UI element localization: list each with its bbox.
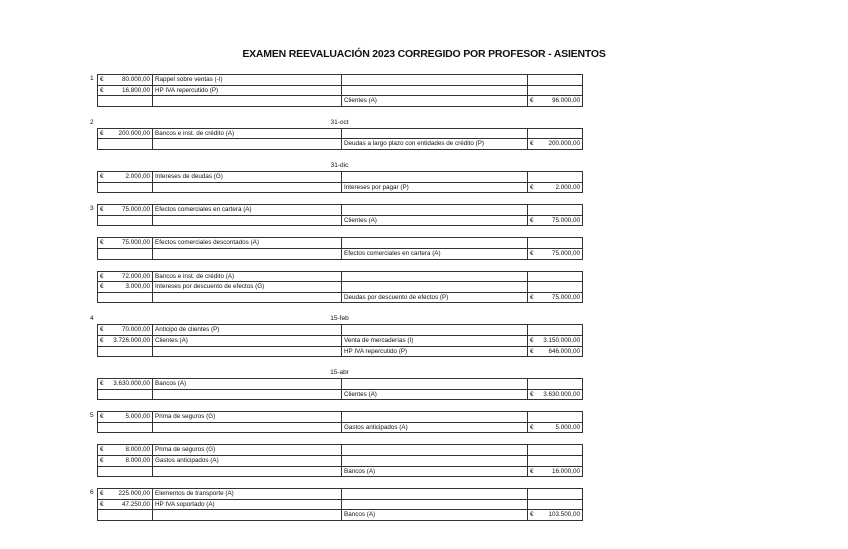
debit-amount xyxy=(98,456,153,467)
table-row xyxy=(98,510,583,521)
debit-account: Gastos anticipados (A) xyxy=(153,456,342,467)
debit-amount xyxy=(98,75,153,86)
debit-amount xyxy=(98,379,153,390)
euro-symbol: € xyxy=(100,239,104,247)
debit-amount xyxy=(98,282,153,293)
debit-account: Bancos (A) xyxy=(153,379,342,390)
entry-table xyxy=(97,378,583,400)
euro-symbol: € xyxy=(100,490,104,498)
credit-amount-value: 3.150.000,00 xyxy=(543,336,580,344)
entry-table xyxy=(97,488,583,521)
debit-amount xyxy=(98,96,153,107)
credit-amount xyxy=(528,271,583,282)
euro-symbol: € xyxy=(100,86,104,94)
journal-entry xyxy=(97,444,582,477)
debit-account xyxy=(153,422,342,433)
credit-amount xyxy=(528,456,583,467)
debit-amount xyxy=(98,412,153,423)
journal-entry xyxy=(97,171,582,193)
euro-symbol: € xyxy=(100,272,104,280)
debit-account: Bancos e inst. de crédito (A) xyxy=(153,128,342,139)
credit-amount xyxy=(528,389,583,400)
debit-amount xyxy=(98,205,153,216)
table-row xyxy=(98,85,583,96)
table-row xyxy=(98,128,583,139)
credit-amount-value: 646.000,00 xyxy=(548,347,580,355)
debit-account: Rappel sobre ventas (-I) xyxy=(153,75,342,86)
credit-account xyxy=(342,238,528,249)
credit-amount-value: 75.000,00 xyxy=(551,249,580,257)
credit-account xyxy=(342,85,528,96)
journal-entry xyxy=(97,378,582,400)
credit-amount xyxy=(528,499,583,510)
credit-amount-value: 2.000,00 xyxy=(555,183,580,191)
debit-account: Intereses de deudas (G) xyxy=(153,171,342,182)
credit-amount xyxy=(528,335,583,346)
euro-symbol: € xyxy=(530,140,534,148)
credit-amount-value: 103.500,00 xyxy=(548,511,580,519)
euro-symbol: € xyxy=(100,283,104,291)
credit-amount-value: 96.000,00 xyxy=(551,97,580,105)
credit-account: Deudas por descuento de efectos (P) xyxy=(342,292,528,303)
debit-account xyxy=(153,510,342,521)
entry-table xyxy=(97,411,583,433)
page-title: EXAMEN REEVALUACIÓN 2023 CORREGIDO POR PROFESOR - ASIENTOS xyxy=(242,48,606,60)
debit-amount xyxy=(98,489,153,500)
credit-account: Bancos (A) xyxy=(342,466,528,477)
credit-amount xyxy=(528,75,583,86)
euro-symbol: € xyxy=(530,423,534,431)
debit-amount xyxy=(98,466,153,477)
credit-account: Efectos comerciales en cartera (A) xyxy=(342,248,528,259)
debit-amount xyxy=(98,139,153,150)
debit-account xyxy=(153,139,342,150)
debit-amount xyxy=(98,85,153,96)
journal-entry xyxy=(90,488,582,521)
entry-table xyxy=(97,204,583,226)
debit-account xyxy=(153,182,342,193)
journal-entry xyxy=(90,204,582,226)
euro-symbol: € xyxy=(100,500,104,508)
entry-number: 4 xyxy=(90,315,94,323)
euro-symbol: € xyxy=(100,129,104,137)
euro-symbol: € xyxy=(100,206,104,214)
debit-amount-value: 72.000,00 xyxy=(121,272,150,280)
table-row xyxy=(98,205,583,216)
entry-number: 5 xyxy=(90,412,94,420)
credit-amount xyxy=(528,215,583,226)
table-row xyxy=(98,248,583,259)
entry-table xyxy=(97,237,583,259)
credit-amount xyxy=(528,292,583,303)
credit-amount xyxy=(528,466,583,477)
entry-number: 6 xyxy=(90,489,94,497)
euro-symbol: € xyxy=(530,347,534,355)
credit-account: Clientes (A) xyxy=(342,389,528,400)
debit-amount xyxy=(98,248,153,259)
entry-table xyxy=(97,444,583,477)
table-row xyxy=(98,238,583,249)
euro-symbol: € xyxy=(100,413,104,421)
credit-amount xyxy=(528,85,583,96)
credit-amount-value: 75.000,00 xyxy=(551,216,580,224)
entry-date xyxy=(97,367,582,378)
debit-account: Efectos comerciales descontados (A) xyxy=(153,238,342,249)
table-row xyxy=(98,96,583,107)
credit-account: Clientes (A) xyxy=(342,96,528,107)
debit-amount xyxy=(98,325,153,336)
credit-amount xyxy=(528,238,583,249)
credit-account xyxy=(342,128,528,139)
table-row xyxy=(98,182,583,193)
debit-amount-value: 80.000,00 xyxy=(121,76,150,83)
euro-symbol: € xyxy=(100,380,104,388)
journal-entries xyxy=(90,74,582,521)
credit-amount-value: 75.000,00 xyxy=(551,293,580,301)
credit-account: Deudas a largo plazo con entidades de crédito (P) xyxy=(342,139,528,150)
debit-amount xyxy=(98,215,153,226)
debit-amount xyxy=(98,128,153,139)
debit-account: Prima de seguros (G) xyxy=(153,412,342,423)
entry-table xyxy=(97,171,583,193)
credit-amount xyxy=(528,171,583,182)
euro-symbol: € xyxy=(530,293,534,301)
debit-account xyxy=(153,389,342,400)
credit-amount xyxy=(528,445,583,456)
debit-amount xyxy=(98,238,153,249)
debit-amount-value: 3.726.000,00 xyxy=(113,336,150,344)
credit-amount-value: 3.630.000,00 xyxy=(543,390,580,398)
credit-account xyxy=(342,412,528,423)
debit-amount-value: 225.000,00 xyxy=(118,490,150,498)
table-row xyxy=(98,346,583,357)
credit-account: Gastos anticipados (A) xyxy=(342,422,528,433)
entry-date-text: 31-oct xyxy=(330,118,349,126)
credit-account xyxy=(342,271,528,282)
euro-symbol: € xyxy=(100,326,104,334)
debit-amount-value: 75.000,00 xyxy=(121,206,150,214)
euro-symbol: € xyxy=(100,336,104,344)
table-row xyxy=(98,335,583,346)
debit-amount-value: 75.000,00 xyxy=(121,239,150,247)
credit-account xyxy=(342,75,528,86)
table-row xyxy=(98,445,583,456)
credit-amount xyxy=(528,282,583,293)
debit-account: Clientes (A) xyxy=(153,335,342,346)
table-row xyxy=(98,389,583,400)
euro-symbol: € xyxy=(100,457,104,465)
euro-symbol: € xyxy=(530,511,534,519)
credit-account xyxy=(342,325,528,336)
journal-entry xyxy=(97,237,582,259)
debit-amount xyxy=(98,335,153,346)
entry-number: 2 xyxy=(90,118,94,126)
credit-amount xyxy=(528,412,583,423)
euro-symbol: € xyxy=(530,336,534,344)
entry-date xyxy=(90,117,582,128)
euro-symbol: € xyxy=(530,97,534,105)
debit-account: Intereses por descuento de efectos (G) xyxy=(153,282,342,293)
debit-account: Anticipo de clientes (P) xyxy=(153,325,342,336)
debit-amount xyxy=(98,271,153,282)
euro-symbol: € xyxy=(100,446,104,454)
debit-amount xyxy=(98,422,153,433)
credit-account: Intereses por pagar (P) xyxy=(342,182,528,193)
debit-account xyxy=(153,96,342,107)
euro-symbol: € xyxy=(530,183,534,191)
debit-amount-value: 47.250,00 xyxy=(121,500,150,508)
credit-amount xyxy=(528,379,583,390)
debit-amount xyxy=(98,292,153,303)
table-row xyxy=(98,499,583,510)
debit-account: Efectos comerciales en cartera (A) xyxy=(153,205,342,216)
credit-account xyxy=(342,205,528,216)
debit-amount xyxy=(98,389,153,400)
table-row xyxy=(98,325,583,336)
euro-symbol: € xyxy=(530,249,534,257)
credit-account xyxy=(342,171,528,182)
entry-date-text: 15-abr xyxy=(330,369,349,377)
debit-amount-value: 2.000,00 xyxy=(125,172,150,180)
debit-amount xyxy=(98,499,153,510)
debit-amount xyxy=(98,182,153,193)
entry-table xyxy=(97,74,583,107)
debit-account xyxy=(153,346,342,357)
journal-entry xyxy=(97,128,582,150)
debit-account: HP IVA repercutido (P) xyxy=(153,85,342,96)
table-row xyxy=(98,379,583,390)
table-row xyxy=(98,456,583,467)
credit-amount xyxy=(528,325,583,336)
entry-number: 3 xyxy=(90,205,94,213)
entry-date xyxy=(97,160,582,171)
journal-entry xyxy=(97,324,582,357)
table-row xyxy=(98,282,583,293)
debit-amount xyxy=(98,510,153,521)
credit-account: Venta de mercaderías (I) xyxy=(342,335,528,346)
debit-account xyxy=(153,292,342,303)
credit-amount xyxy=(528,510,583,521)
euro-symbol: € xyxy=(530,467,534,475)
entry-date-text: 31-dic xyxy=(330,161,349,169)
debit-amount-value: 8.000,00 xyxy=(125,457,150,465)
entry-table xyxy=(97,324,583,357)
entry-table xyxy=(97,128,583,150)
debit-amount xyxy=(98,445,153,456)
debit-account: Elementos de transporte (A) xyxy=(153,489,342,500)
credit-account: Bancos (A) xyxy=(342,510,528,521)
credit-amount xyxy=(528,96,583,107)
credit-amount xyxy=(528,248,583,259)
table-row xyxy=(98,75,583,86)
table-row xyxy=(98,412,583,423)
debit-amount-value: 16.800,00 xyxy=(121,86,150,94)
entry-date-text: 15-feb xyxy=(330,315,349,323)
table-row xyxy=(98,171,583,182)
credit-account: Clientes (A) xyxy=(342,215,528,226)
debit-amount xyxy=(98,171,153,182)
credit-account xyxy=(342,456,528,467)
debit-amount-value: 3.630.000,00 xyxy=(113,380,150,388)
euro-symbol: € xyxy=(530,216,534,224)
journal-entry xyxy=(90,74,582,107)
journal-entry xyxy=(90,411,582,433)
entry-number: 1 xyxy=(90,75,94,82)
table-row xyxy=(98,489,583,500)
credit-amount xyxy=(528,128,583,139)
debit-amount-value: 3.000,00 xyxy=(125,283,150,291)
credit-account xyxy=(342,445,528,456)
debit-account xyxy=(153,248,342,259)
table-row xyxy=(98,422,583,433)
credit-account xyxy=(342,499,528,510)
debit-account: Bancos e inst. de crédito (A) xyxy=(153,271,342,282)
debit-amount-value: 70.000,00 xyxy=(121,326,150,334)
euro-symbol: € xyxy=(100,172,104,180)
euro-symbol: € xyxy=(100,76,104,83)
credit-account xyxy=(342,489,528,500)
credit-account: HP IVA repercutido (P) xyxy=(342,346,528,357)
journal-entry xyxy=(97,271,582,304)
debit-amount-value: 8.000,00 xyxy=(125,446,150,454)
credit-amount xyxy=(528,346,583,357)
table-row xyxy=(98,292,583,303)
table-row xyxy=(98,215,583,226)
credit-amount xyxy=(528,182,583,193)
credit-amount-value: 5.000,00 xyxy=(555,423,580,431)
credit-amount xyxy=(528,422,583,433)
debit-account: Prima de seguros (G) xyxy=(153,445,342,456)
debit-account xyxy=(153,466,342,477)
credit-account xyxy=(342,379,528,390)
debit-amount-value: 200.000,00 xyxy=(118,129,150,137)
debit-amount-value: 5.000,00 xyxy=(125,413,150,421)
entry-date xyxy=(90,313,582,324)
credit-amount xyxy=(528,489,583,500)
debit-amount xyxy=(98,346,153,357)
table-row xyxy=(98,466,583,477)
table-row xyxy=(98,139,583,150)
debit-account xyxy=(153,215,342,226)
entry-table xyxy=(97,271,583,304)
table-row xyxy=(98,271,583,282)
credit-amount-value: 16.000,00 xyxy=(551,467,580,475)
credit-amount xyxy=(528,139,583,150)
credit-amount xyxy=(528,205,583,216)
credit-account xyxy=(342,282,528,293)
debit-account: HP IVA soportado (A) xyxy=(153,499,342,510)
euro-symbol: € xyxy=(530,390,534,398)
credit-amount-value: 200.000,00 xyxy=(548,140,580,148)
